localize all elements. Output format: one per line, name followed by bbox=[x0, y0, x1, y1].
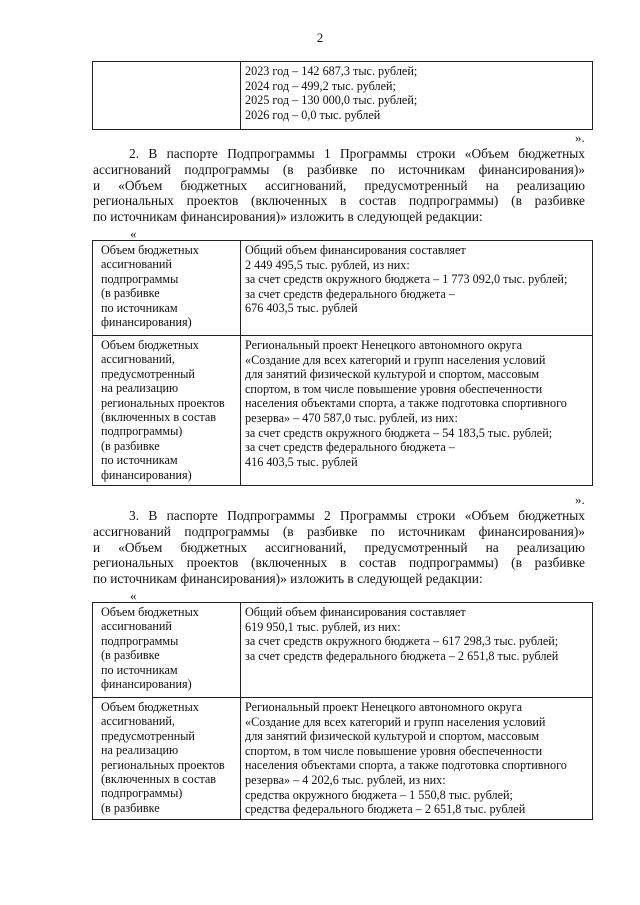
value-line: «Создание для всех категорий и групп населения условий bbox=[245, 352, 546, 367]
label-line: региональных проектов bbox=[101, 395, 225, 410]
value-line: Региональный проект Ненецкого автономного округа bbox=[245, 700, 523, 714]
paragraph-line: 2. В паспорте Подпрограммы 1 Программы строки «Объем бюджетных bbox=[129, 146, 585, 161]
paragraph-line: и «Объем бюджетных ассигнований, предусмотренный на реализацию bbox=[93, 539, 585, 555]
year-line: 2023 год – 142 687,3 тыс. рублей; bbox=[245, 64, 418, 78]
label-line: Объем бюджетных bbox=[101, 605, 199, 619]
label-line: (в разбивке bbox=[101, 800, 160, 815]
value-line: за счет средств федерального бюджета – bbox=[245, 286, 455, 301]
value-line: резерва» – 4 202,6 тыс. рублей, из них: bbox=[245, 772, 446, 787]
paragraph-line: ассигнований подпрограммы (в разбивке по источникам финансирования)» bbox=[93, 161, 585, 177]
year-line: 2024 год – 499,2 тыс. рублей; bbox=[245, 78, 396, 93]
value-line: населения объектами спорта, а также подготовка спортивного bbox=[245, 758, 567, 773]
label-line: подпрограммы) bbox=[101, 424, 183, 439]
opening-quote: « bbox=[130, 588, 137, 603]
label-line: (в разбивке bbox=[101, 648, 160, 663]
section-3-table bbox=[92, 602, 593, 820]
row-value-cell bbox=[241, 336, 593, 486]
value-line: Региональный проект Ненецкого автономного округа bbox=[245, 338, 523, 352]
label-line: подпрограммы) bbox=[101, 786, 183, 801]
top-table-label-cell bbox=[93, 62, 241, 130]
label-line: по источникам bbox=[101, 662, 178, 677]
value-line: за счет средств федерального бюджета – 2 651,8 тыс. рублей bbox=[245, 648, 559, 663]
value-line: для занятий физической культурой и спортом, массовым bbox=[245, 729, 540, 744]
value-line: «Создание для всех категорий и групп населения условий bbox=[245, 714, 546, 729]
value-line: за счет средств окружного бюджета – 617 298,3 тыс. рублей; bbox=[245, 634, 559, 649]
value-line: 676 403,5 тыс. рублей bbox=[245, 301, 358, 316]
table-row bbox=[93, 603, 593, 698]
paragraph-line: региональных проектов (включенных в состав подпрограммы) (в разбивке bbox=[93, 555, 585, 571]
top-table bbox=[92, 61, 593, 130]
row-value-cell bbox=[241, 698, 593, 820]
label-line: финансирования) bbox=[101, 315, 192, 330]
label-line: Объем бюджетных bbox=[101, 700, 199, 714]
label-line: (включенных в состав bbox=[101, 772, 217, 787]
row-value-cell bbox=[241, 241, 593, 336]
label-line: ассигнований, bbox=[101, 352, 175, 367]
row-label-cell bbox=[93, 603, 241, 698]
value-line: средства окружного бюджета – 1 550,8 тыс. рублей; bbox=[245, 787, 513, 802]
closing-quote: ». bbox=[575, 492, 585, 507]
label-line: (включенных в состав bbox=[101, 410, 217, 425]
paragraph-line: и «Объем бюджетных ассигнований, предусмотренный на реализацию bbox=[93, 177, 585, 193]
value-line: 416 403,5 тыс. рублей bbox=[245, 454, 358, 469]
section-2-table bbox=[92, 240, 593, 486]
label-line: финансирования) bbox=[101, 677, 192, 692]
closing-quote: ». bbox=[575, 130, 585, 145]
table-row bbox=[93, 698, 593, 820]
label-line: подпрограммы bbox=[101, 271, 179, 286]
label-line: финансирования) bbox=[101, 467, 192, 482]
label-line: Объем бюджетных bbox=[101, 338, 199, 352]
label-line: подпрограммы bbox=[101, 633, 179, 648]
value-line: 619 950,1 тыс. рублей, из них: bbox=[245, 619, 401, 634]
paragraph-line: 3. В паспорте Подпрограммы 2 Программы строки «Объем бюджетных bbox=[129, 508, 585, 523]
opening-quote: « bbox=[130, 226, 137, 241]
row-label-cell bbox=[93, 336, 241, 486]
value-line: спортом, в том числе повышение уровня обеспеченности bbox=[245, 743, 543, 758]
label-line: на реализацию bbox=[101, 743, 179, 758]
row-label-cell bbox=[93, 698, 241, 820]
paragraph-line: по источникам финансирования)» изложить в следующей редакции: bbox=[93, 571, 483, 587]
label-line: ассигнований, bbox=[101, 714, 175, 729]
value-line: населения объектами спорта, а также подготовка спортивного bbox=[245, 396, 567, 411]
label-line: Объем бюджетных bbox=[101, 243, 199, 257]
value-line: 2 449 495,5 тыс. рублей, из них: bbox=[245, 257, 410, 272]
value-line: средства федерального бюджета – 2 651,8 тыс. рублей bbox=[245, 802, 526, 817]
value-line: за счет средств окружного бюджета – 54 183,5 тыс. рублей; bbox=[245, 425, 553, 440]
table-row bbox=[93, 241, 593, 336]
row-value-cell bbox=[241, 603, 593, 698]
paragraph-line: ассигнований подпрограммы (в разбивке по источникам финансирования)» bbox=[93, 523, 585, 539]
paragraph-line: региональных проектов (включенных в состав подпрограммы) (в разбивке bbox=[93, 193, 585, 209]
label-line: на реализацию bbox=[101, 381, 179, 396]
label-line: по источникам bbox=[101, 453, 178, 468]
label-line: ассигнований bbox=[101, 619, 172, 634]
label-line: предусмотренный bbox=[101, 366, 195, 381]
table-row bbox=[93, 336, 593, 486]
value-line: для занятий физической культурой и спортом, массовым bbox=[245, 367, 540, 382]
year-line: 2026 год – 0,0 тыс. рублей bbox=[245, 107, 381, 122]
page-number: 2 bbox=[316, 30, 324, 45]
label-line: региональных проектов bbox=[101, 757, 225, 772]
paragraph-line: по источникам финансирования)» изложить в следующей редакции: bbox=[93, 209, 483, 225]
top-table-row bbox=[93, 62, 593, 130]
value-line: за счет средств федерального бюджета – bbox=[245, 440, 455, 455]
value-line: резерва» – 470 587,0 тыс. рублей, из них: bbox=[245, 410, 458, 425]
label-line: предусмотренный bbox=[101, 728, 195, 743]
year-line: 2025 год – 130 000,0 тыс. рублей; bbox=[245, 93, 418, 108]
section-2-paragraph bbox=[93, 146, 585, 225]
label-line: (в разбивке bbox=[101, 286, 160, 301]
top-table-value-cell bbox=[241, 62, 593, 130]
value-line: Общий объем финансирования составляет bbox=[245, 243, 466, 257]
value-line: спортом, в том числе повышение уровня обеспеченности bbox=[245, 381, 543, 396]
label-line: ассигнований bbox=[101, 257, 172, 272]
label-line: (в разбивке bbox=[101, 438, 160, 453]
row-label-cell bbox=[93, 241, 241, 336]
value-line: Общий объем финансирования составляет bbox=[245, 605, 466, 619]
value-line: за счет средств окружного бюджета – 1 773 092,0 тыс. рублей; bbox=[245, 272, 568, 287]
label-line: по источникам bbox=[101, 300, 178, 315]
section-3-paragraph bbox=[93, 508, 585, 587]
